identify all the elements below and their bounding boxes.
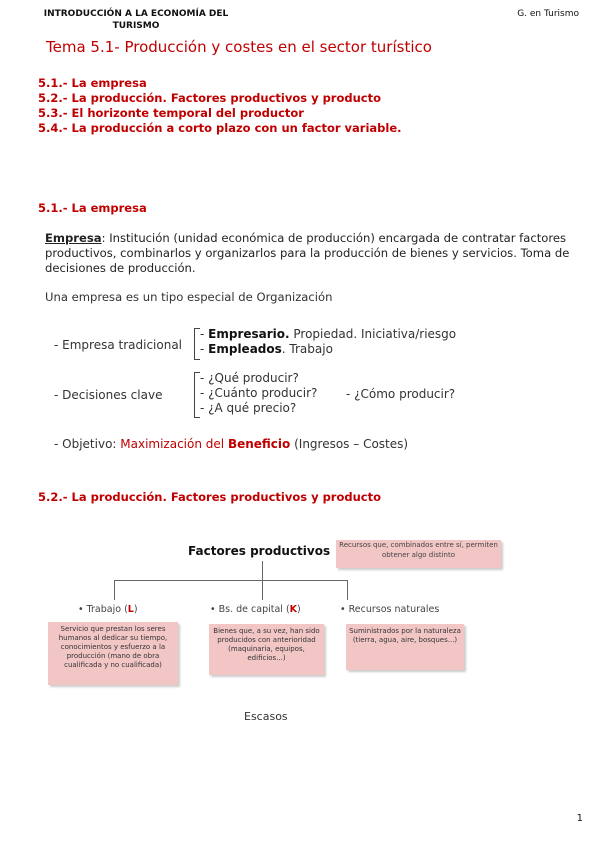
factor-desc: Bienes que, a su vez, han sido producidos con anterioridad (maquinaria, equipos, edificios...) [213,627,320,662]
section-heading-produccion: 5.2.- La producción. Factores productivos y producto [38,490,382,504]
section-heading-empresa: 5.1.- La empresa [38,201,147,215]
factor-symbol: L [127,604,134,615]
traditional-item: - Empleados. Trabajo [200,342,333,356]
connector-line [114,580,348,581]
factor-label-pre: • Recursos naturales [340,604,440,615]
factor-label-pre: • Bs. de capital ( [210,604,290,615]
traditional-item-bold: Empresario. [208,327,290,341]
definition-text: : Institución (unidad económica de producción) encargada de contratar factores productivos, combinarlos y organizarlos para la producción de bienes y servicios. Toma de decisiones de producción. [45,231,570,275]
header-degree: G. en Turismo [517,9,579,19]
toc-item: 5.2.- La producción. Factores productivos y producto [38,91,382,105]
decisions-label: - Decisiones clave [54,388,163,402]
objective-prefix: - Objetivo: [54,437,121,451]
factor-desc: Servicio que prestan los seres humanos al dedicar su tiempo, conocimientos y esfuerzo a la producción (mano de obra cualificada y no cualificada) [58,625,168,669]
connector-line [262,561,263,581]
diagram-note-text: Recursos que, combinados entre sí, permiten obtener algo distinto [339,541,498,559]
traditional-list [200,327,456,357]
factor-desc: Suministrados por la naturaleza (tierra, agua, aire, bosques...) [349,627,461,644]
factor-box-trabajo [48,622,178,685]
objective-red: Maximización del [120,437,228,451]
factor-symbol: K [289,604,298,615]
decision-item: - ¿A qué precio? [200,401,297,415]
decision-extra: - ¿Cómo producir? [346,387,456,401]
table-of-contents [38,76,402,136]
objective-line [54,437,408,451]
page-number: 1 [576,813,583,824]
factor-label-pre: • Trabajo ( [78,604,128,615]
factor-box-capital [209,624,324,675]
header-course [36,8,236,32]
objective-bold: Beneficio [227,437,291,451]
traditional-item-rest: . Trabajo [281,342,333,356]
connector-line [262,580,263,600]
header-course-line1: INTRODUCCIÓN A LA ECONOMÍA DEL [43,9,229,19]
diagram-footer: Escasos [244,710,288,723]
factor-label-recursos [340,604,439,615]
definition-paragraph [45,231,591,276]
traditional-item-bold: Empleados [208,342,282,356]
factor-label-post: ) [133,604,138,615]
toc-item: 5.1.- La empresa [38,76,147,90]
toc-item: 5.3.- El horizonte temporal del productor [38,106,304,120]
decisions-list [200,371,317,416]
traditional-item: - Empresario. Propiedad. Iniciativa/riesgo [200,327,457,341]
connector-line [114,580,115,600]
factor-label-post: ) [297,604,301,615]
traditional-item-rest: Propiedad. Iniciativa/riesgo [289,327,457,341]
factor-label-trabajo [78,604,138,615]
organization-line: Una empresa es un tipo especial de Organización [45,290,333,304]
page-title: Tema 5.1- Producción y costes en el sector turístico [46,38,432,56]
diagram-title: Factores productivos [188,544,331,558]
objective-suffix: (Ingresos – Costes) [290,437,409,451]
connector-line [347,580,348,600]
header-course-line2: TURISMO [112,21,160,31]
factor-label-capital [210,604,301,615]
toc-item: 5.4.- La producción a corto plazo con un factor variable. [38,121,402,135]
definition-term: Empresa [45,231,102,245]
decision-item: - ¿Cuánto producir? [200,386,318,400]
factor-box-recursos [346,624,464,670]
decision-item: - ¿Qué producir? [200,371,299,385]
diagram-note [336,540,501,568]
traditional-label: - Empresa tradicional [54,338,183,352]
